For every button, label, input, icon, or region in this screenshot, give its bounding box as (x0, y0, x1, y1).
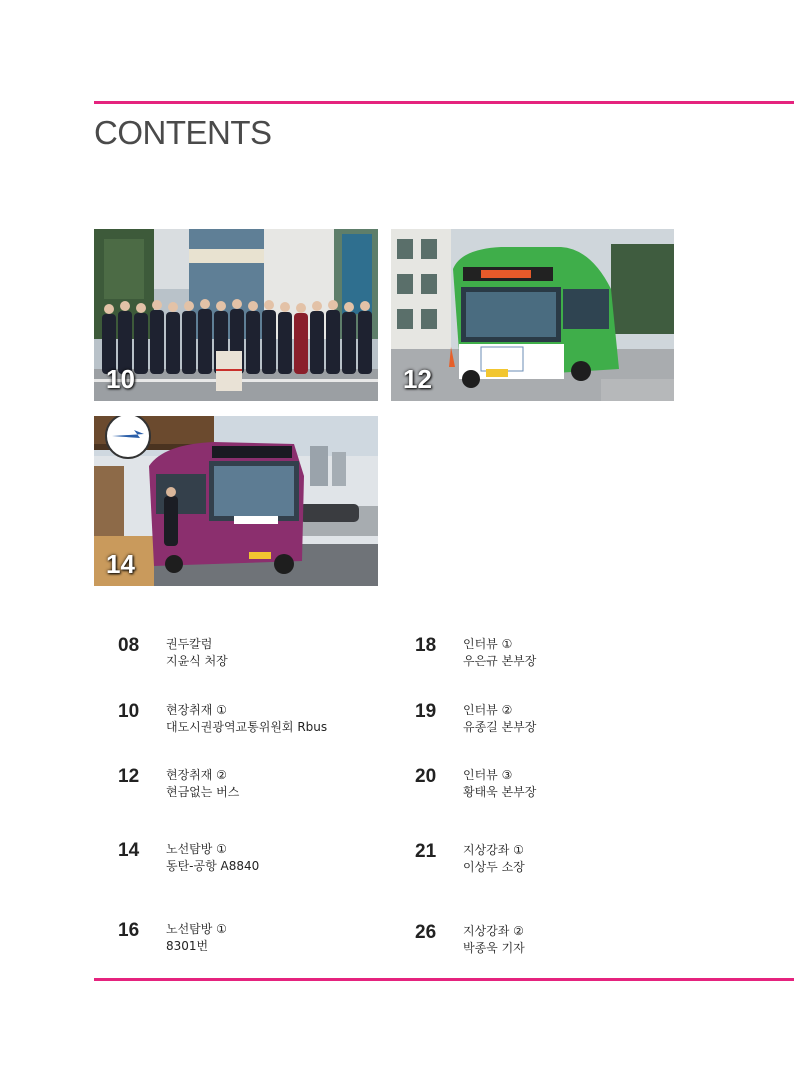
top-divider (94, 101, 794, 104)
photo-page-number: 10 (106, 364, 135, 394)
toc-subtitle: 8301번 (166, 939, 209, 953)
toc-subtitle: 동탄-공항 A8840 (166, 859, 260, 873)
toc-category: 인터뷰 ② (463, 703, 513, 717)
photo-page-number: 14 (106, 549, 135, 579)
toc-category: 현장취재 ② (166, 768, 227, 782)
toc-page-number: 19 (415, 701, 437, 722)
toc-page-number: 08 (118, 635, 140, 656)
toc-category: 현장취재 ① (166, 703, 227, 717)
toc-subtitle: 유종길 본부장 (463, 720, 537, 734)
toc-subtitle: 지윤식 처장 (166, 654, 228, 668)
toc-page-number: 12 (118, 766, 140, 787)
toc-subtitle: 황태욱 본부장 (463, 785, 537, 799)
photo-group-ceremony (94, 229, 378, 401)
photo-page-number: 12 (403, 364, 432, 394)
toc-page-number: 21 (415, 841, 437, 862)
toc-page-number: 20 (415, 766, 437, 787)
toc-page-number: 10 (118, 701, 140, 722)
toc-category: 지상강좌 ① (463, 843, 524, 857)
toc-subtitle: 대도시권광역교통위원회 Rbus (166, 720, 328, 734)
toc-category: 인터뷰 ① (463, 637, 513, 651)
toc-subtitle: 박종욱 기자 (463, 941, 525, 955)
bottom-divider (94, 978, 794, 981)
toc-category: 권두칼럼 (166, 637, 213, 651)
toc-page-number: 26 (415, 922, 437, 943)
toc-subtitle: 우은규 본부장 (463, 654, 537, 668)
photo-green-bus (391, 229, 674, 401)
page-title: CONTENTS (94, 114, 272, 151)
toc-category: 노선탐방 ① (166, 922, 227, 936)
toc-category: 노선탐방 ① (166, 842, 227, 856)
toc-page-number: 18 (415, 635, 437, 656)
toc-subtitle: 이상두 소장 (463, 860, 525, 874)
photo-airport-bus (94, 416, 378, 586)
toc-category: 지상강좌 ② (463, 924, 524, 938)
toc-page-number: 16 (118, 920, 140, 941)
toc-category: 인터뷰 ③ (463, 768, 513, 782)
toc-page-number: 14 (118, 840, 140, 861)
toc-subtitle: 현금없는 버스 (166, 785, 240, 799)
